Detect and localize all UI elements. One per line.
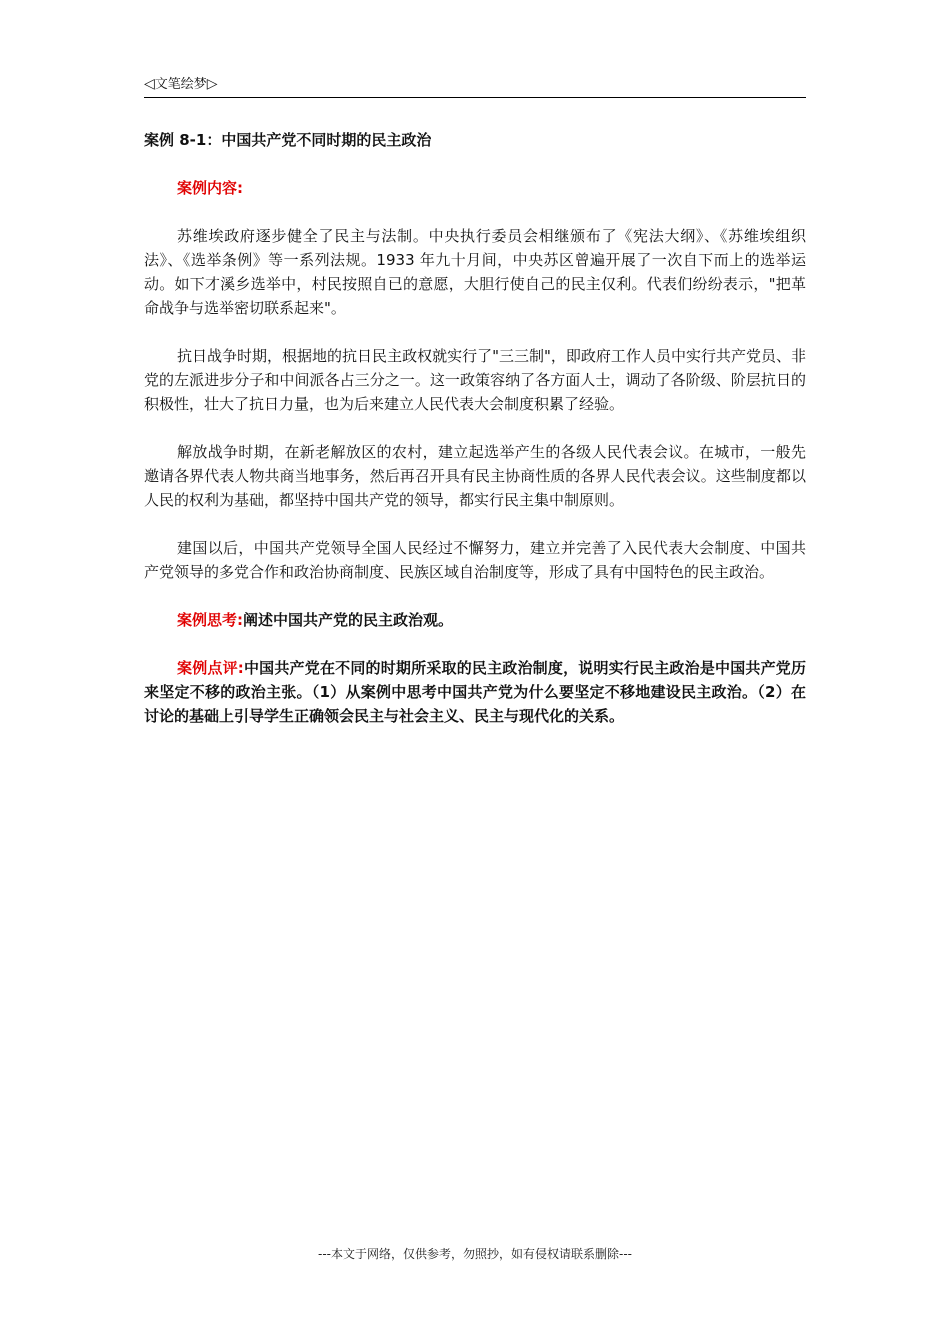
header-text: 文笔绘梦 [154,77,207,92]
document-body [144,128,806,752]
comment-label: 案例点评: [177,659,244,677]
paragraph-after-founding: 建国以后，中国共产党领导全国人民经过不懈努力，建立并完善了入民代表大会制度、中国共产党领导的多党合作和政治协商制度、民族区域自治制度等，形成了具有中国特色的民主政治。 [144,539,806,581]
paragraph-anti-japanese-war: 抗日战争时期，根据地的抗日民主政权就实行了"三三制"，即政府工作人员中实行共产党员、非党的左派进步分子和中间派各占三分之一。这一政策容纳了各方面人士，调动了各阶级、阶层抗日的积极性，壮大了抗日力量，也为后来建立人民代表大会制度积累了经验。 [144,347,806,413]
paragraph-soviet: 苏维埃政府逐步健全了民主与法制。中央执行委员会相继颁布了《宪法大纲》、《苏维埃组织法》、《选举条例》等一系列法规。1933 年九十月间，中央苏区曾遍开展了一次自下而上的选举运动。如下才溪乡选举中，村民按照自已的意愿，大胆行使自己的民主仅利。代表们纷纷表示，"把革命战争与选举密切联系起来"。 [144,227,806,317]
case-title: 案例 8-1：中国共产党不同时期的民主政治 [144,131,432,149]
page-header [144,74,806,95]
left-triangle-icon: ◁ [144,76,155,92]
thinking-text: 阐述中国共产党的民主政治观。 [243,611,454,629]
page-footer: ---本文于网络，仅供参考，勿照抄，如有侵权请联系删除--- [318,1247,632,1261]
comment-text: 中国共产党在不同的时期所采取的民主政治制度，说明实行民主政治是中国共产党历来坚定不移的政治主张。（1）从案例中思考中国共产党为什么要坚定不移地建设民主政治。（2）在讨论的基础上引导学生正确领会民主与社会主义、民主与现代化的关系。 [144,659,806,725]
right-triangle-icon: ▷ [206,76,218,92]
thinking-label: 案例思考: [177,611,243,629]
content-label: 案例内容: [177,179,243,197]
paragraph-liberation-war: 解放战争时期，在新老解放区的农村，建立起选举产生的各级人民代表会议。在城市，一般先邀请各界代表人物共商当地事务，然后再召开具有民主协商性质的各界人民代表会议。这些制度都以人民的权利为基础，都坚持中国共产党的领导，都实行民主集中制原则。 [144,443,806,509]
thinking-section [144,608,806,632]
header-divider [144,97,806,98]
content-section-heading [144,176,806,200]
comment-section [144,656,806,728]
